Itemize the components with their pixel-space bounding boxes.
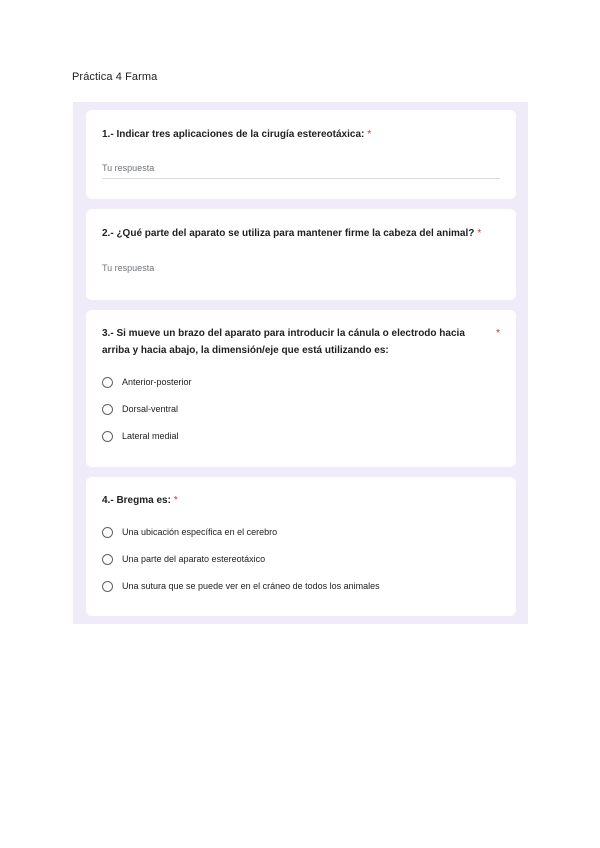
question-4-option[interactable]	[102, 579, 380, 593]
radio-button-icon[interactable]	[102, 404, 113, 415]
required-asterisk: *	[367, 129, 372, 140]
document-title: Práctica 4 Farma	[72, 71, 158, 83]
option-label: Una ubicación específica en el cerebro	[122, 527, 278, 537]
question-4-text: 4.- Bregma es:	[102, 495, 171, 506]
question-3-option[interactable]	[102, 402, 178, 416]
question-card-3	[86, 310, 516, 467]
question-2-title	[102, 225, 481, 242]
question-1-answer-input[interactable]: Tu respuesta	[102, 163, 155, 173]
question-3-text-line-2: arriba y hacia abajo, la dimensión/eje que está utilizando es:	[102, 345, 389, 356]
question-3-text-line-1: 3.- Si mueve un brazo del aparato para introducir la cánula o electrodo hacia	[102, 328, 465, 339]
required-asterisk: *	[496, 328, 500, 339]
question-4-option[interactable]	[102, 525, 277, 539]
radio-button-icon[interactable]	[102, 431, 113, 442]
radio-button-icon[interactable]	[102, 527, 113, 538]
question-3-option[interactable]	[102, 375, 192, 389]
question-card-2	[86, 209, 516, 300]
question-1-title	[102, 126, 371, 143]
question-3-title	[102, 325, 465, 359]
option-label: Lateral medial	[122, 431, 179, 441]
option-label: Dorsal-ventral	[122, 404, 179, 414]
question-card-1	[86, 110, 516, 199]
question-2-answer-input[interactable]: Tu respuesta	[102, 263, 155, 273]
question-1-text: 1.- Indicar tres aplicaciones de la cirugía estereotáxica:	[102, 129, 365, 140]
question-card-4	[86, 477, 516, 616]
option-label: Anterior-posterior	[122, 377, 192, 387]
required-asterisk: *	[173, 495, 178, 506]
radio-button-icon[interactable]	[102, 377, 113, 388]
question-4-option[interactable]	[102, 552, 265, 566]
question-2-text: 2.- ¿Qué parte del aparato se utiliza para mantener firme la cabeza del animal?	[102, 228, 475, 239]
question-1-answer-underline	[102, 178, 500, 179]
radio-button-icon[interactable]	[102, 554, 113, 565]
option-label: Una parte del aparato estereotáxico	[122, 554, 266, 564]
required-asterisk: *	[477, 228, 482, 239]
radio-button-icon[interactable]	[102, 581, 113, 592]
question-4-title	[102, 492, 178, 509]
option-label: Una sutura que se puede ver en el cráneo de todos los animales	[122, 581, 380, 591]
question-3-option[interactable]	[102, 429, 179, 443]
